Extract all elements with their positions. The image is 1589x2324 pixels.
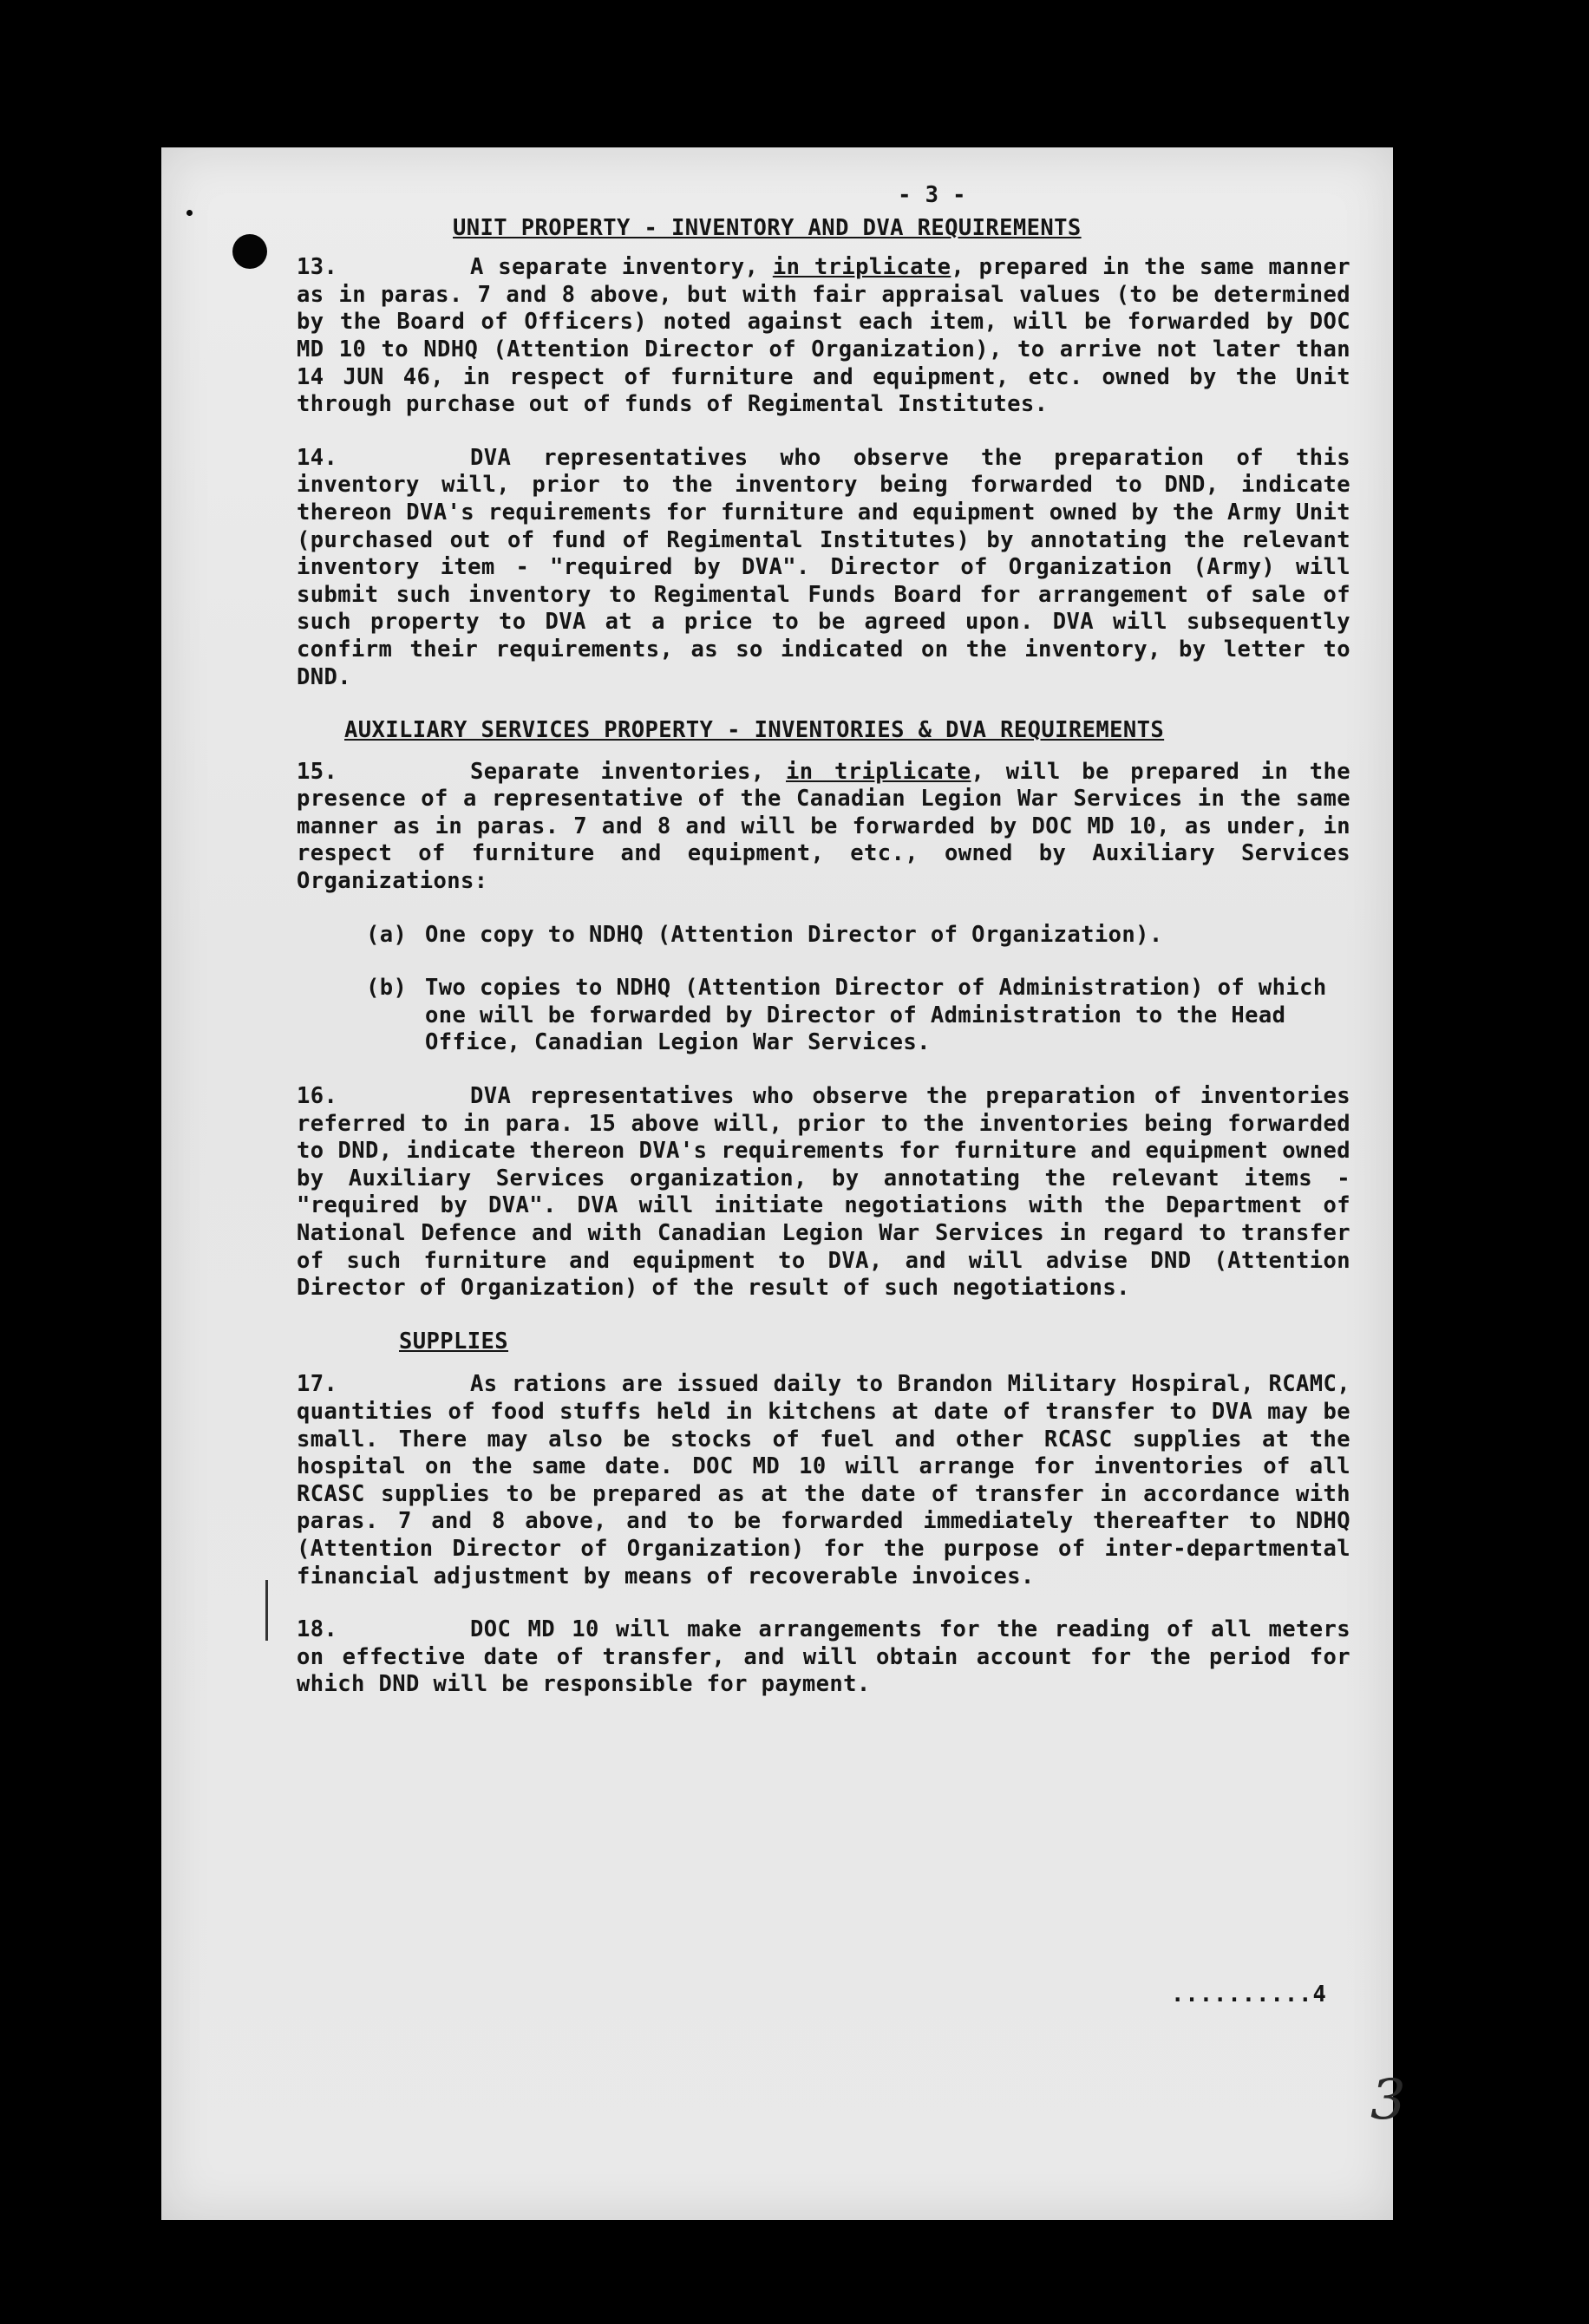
list-item bbox=[366, 922, 1350, 950]
heading-supplies: SUPPLIES bbox=[399, 1328, 509, 1355]
handwritten-page-number: 3 bbox=[1370, 2068, 1406, 2132]
paragraph-number: 14. bbox=[297, 444, 338, 471]
underlined-text: in triplicate bbox=[772, 254, 951, 281]
list-item-label: (a) bbox=[366, 921, 408, 948]
heading-auxiliary-services: AUXILIARY SERVICES PROPERTY - INVENTORIES & DVA REQUIREMENTS bbox=[344, 717, 1165, 744]
paragraph-number: 17. bbox=[297, 1371, 338, 1398]
paragraph-16 bbox=[297, 1083, 1350, 1302]
paragraph-18 bbox=[297, 1616, 1350, 1699]
paragraph-text: DVA representatives who observe the preparation of inventories referred to in para. 15 above will, prior to the inventories being forwarded to DND, indicate thereon DVA's requirements for furniture and equipment owned by Auxiliary Services organization, by annotating the relevant items - "required by DVA". DVA will initiate negotiations with the Department of National Defence and with Canadian Legion War Services in regard to transfer of such furniture and equipment to DVA, and will advise DND (Attention Director of Organization) of the result of such negotiations. bbox=[297, 1083, 1350, 1302]
ink-speck bbox=[186, 210, 193, 216]
paragraph-number: 15. bbox=[297, 758, 338, 785]
paragraph-text: , prepared in the same manner as in paras. 7 and 8 above, but with fair appraisal values (to be determined by the Board of Officers) noted against each item, will be forwarded by DOC MD 10 to NDHQ (Attention Director of Organization), to arrive not later than 14 JUN 46, in respect of furniture and equipment, etc. owned by the Unit through purchase out of funds of Regimental Institutes. bbox=[297, 254, 1350, 418]
paragraph-number: 18. bbox=[297, 1616, 338, 1643]
list-item bbox=[366, 975, 1350, 1057]
paragraph-number: 13. bbox=[297, 254, 338, 281]
paragraph-text: DVA representatives who observe the preparation of this inventory will, prior to the inventory being forwarded to DND, indicate thereon DVA's requirements for furniture and equipment owned by the Army Unit (purchased out of fund of Regimental Institutes) by annotating the relevant inventory item - "required by DVA". Director of Organization (Army) will submit such inventory to Regimental Funds Board for arrangement of sale of such property to DVA at a price to be agreed upon. DVA will subsequently confirm their requirements, as so indicated on the inventory, by letter to DND. bbox=[297, 444, 1350, 690]
punch-hole bbox=[232, 234, 267, 269]
underlined-text: in triplicate bbox=[786, 758, 971, 785]
paragraph-number: 16. bbox=[297, 1083, 338, 1110]
paragraph-text: DOC MD 10 will make arrangements for the reading of all meters on effective date of transfer, and will obtain account for the period for which DND will be responsible for payment. bbox=[297, 1616, 1350, 1698]
list-item-label: (b) bbox=[366, 975, 408, 1002]
paragraph-13 bbox=[297, 254, 1350, 419]
continuation-marker: ..........4 bbox=[1171, 1981, 1327, 2007]
heading-unit-property: UNIT PROPERTY - INVENTORY AND DVA REQUIREMENTS bbox=[453, 214, 1082, 241]
list-item-text: Two copies to NDHQ (Attention Director of Administration) of which one will be forwarded by Director of Administration to the Head Office, Canadian Legion War Services. bbox=[425, 975, 1327, 1056]
margin-mark bbox=[265, 1580, 268, 1641]
paragraph-14 bbox=[297, 445, 1350, 691]
list-item-text: One copy to NDHQ (Attention Director of Organization). bbox=[425, 921, 1163, 948]
paragraph-17 bbox=[297, 1371, 1350, 1590]
paragraph-text: , will be prepared in the presence of a representative of the Canadian Legion War Services in the same manner as in paras. 7 and 8 and will be forwarded by DOC MD 10, as under, in respect of furniture and equipment, etc., owned by Auxiliary Services Organizations: bbox=[297, 758, 1350, 895]
page-number: - 3 - bbox=[898, 182, 966, 208]
paragraph-15 bbox=[297, 759, 1350, 896]
document-body bbox=[297, 182, 1350, 1725]
paragraph-text: A separate inventory, bbox=[470, 254, 773, 281]
paragraph-text: Separate inventories, bbox=[470, 758, 787, 785]
paragraph-text: As rations are issued daily to Brandon Military Hospiral, RCAMC, quantities of food stuffs held in kitchens at date of transfer to DVA may be small. There may also be stocks of fuel and other RCASC supplies at the hospital on the same date. DOC MD 10 will arrange for inventories of all RCASC supplies to be prepared as at the date of transfer in accordance with paras. 7 and 8 above, and to be forwarded immediately thereafter to NDHQ (Attention Director of Organization) for the purpose of inter-departmental financial adjustment by means of recoverable invoices. bbox=[297, 1371, 1350, 1590]
